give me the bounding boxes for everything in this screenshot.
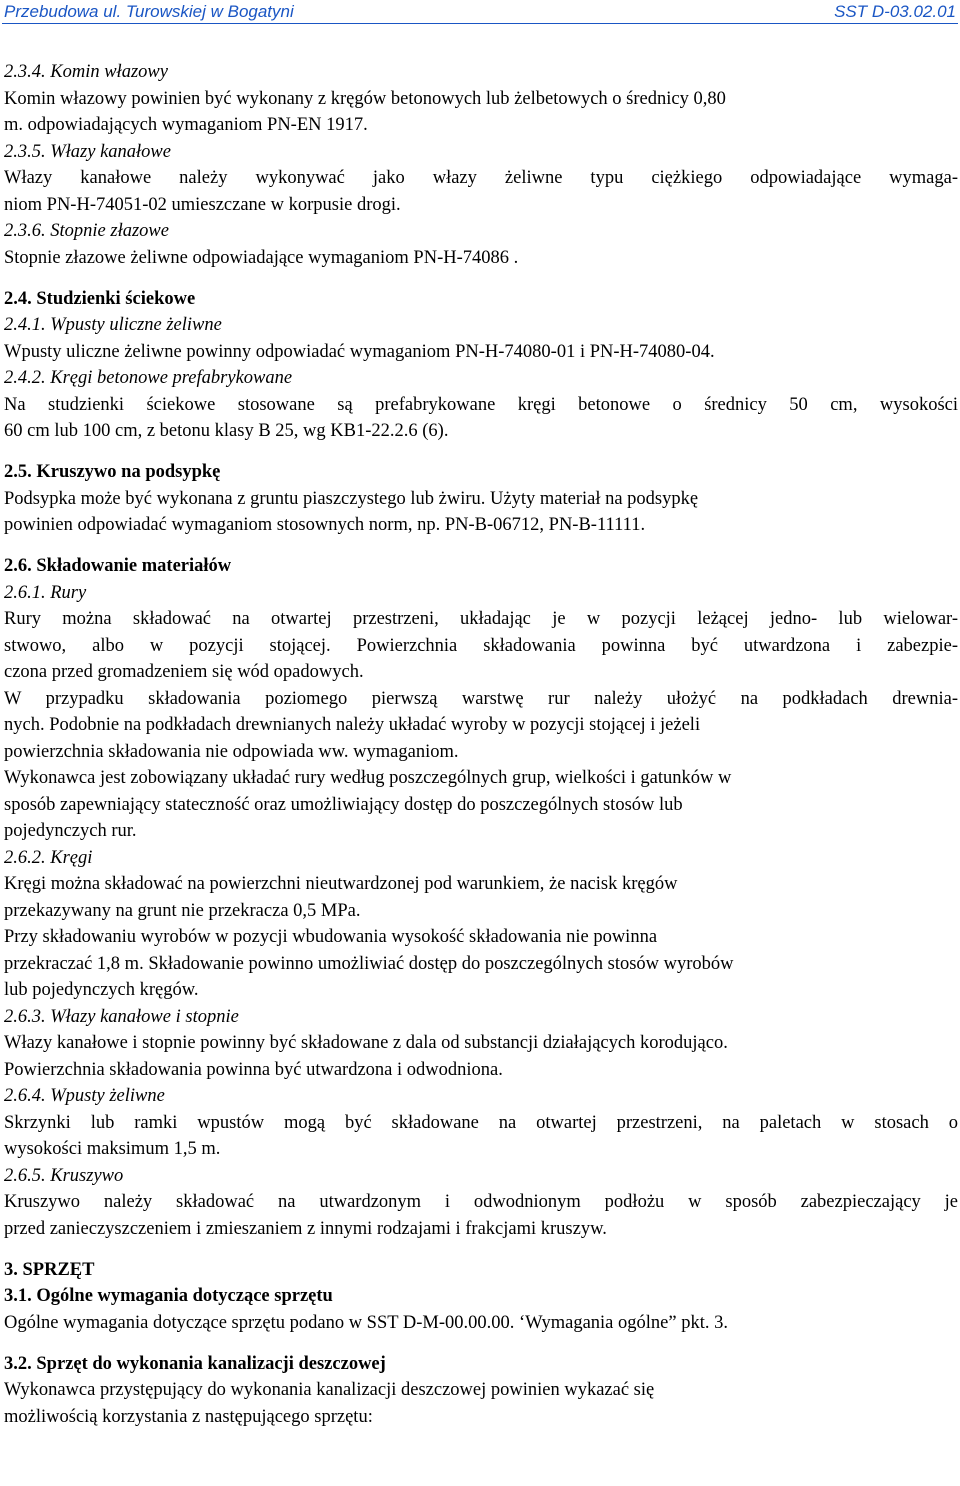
- paragraph-gap: [4, 445, 958, 460]
- subsection-heading: 2.3.6. Stopnie złazowe: [4, 221, 169, 241]
- paragraph-gap: [4, 539, 958, 554]
- section-heading: 2.6. Składowanie materiałów: [4, 556, 232, 576]
- body-text-line: Wykonawca przystępujący do wykonania kanalizacji deszczowej powinien wykazać się: [4, 1380, 655, 1400]
- body-text-line: Włazy kanałowe i stopnie powinny być składowane z dala od substancji działających korodująco.: [4, 1033, 728, 1053]
- body-text-line: Wpusty uliczne żeliwne powinny odpowiadać wymaganiom PN-H-74080-01 i PN-H-74080-04.: [4, 341, 715, 362]
- body-text-line: W przypadku składowania poziomego pierwszą warstwę rur należy ułożyć na podkładach drewnia-: [4, 688, 958, 709]
- body-text-line: Rury można składować na otwartej przestrzeni, układając je w pozycji leżącej jedno- lub wielowar-: [4, 609, 958, 629]
- subsection-heading: 2.6.5. Kruszywo: [4, 1165, 124, 1186]
- header-project-title: Przebudowa ul. Turowskiej w Bogatyni: [4, 2, 294, 21]
- body-text-line: powinien odpowiadać wymaganiom stosownych norm, np. PN-B-06712, PN-B-11111.: [4, 515, 646, 535]
- subsection-heading: 2.6.2. Kręgi: [4, 847, 93, 868]
- body-text-line: nych. Podobnie na podkładach drewnianych należy układać wyroby w pozycji stojącej i jeżeli: [4, 715, 701, 735]
- section-heading: 3.2. Sprzęt do wykonania kanalizacji deszczowej: [4, 1353, 386, 1374]
- subsection-heading: 2.6.4. Wpusty żeliwne: [4, 1086, 165, 1106]
- body-text-line: Przy składowaniu wyrobów w pozycji wbudowania wysokość składowania nie powinna: [4, 927, 658, 947]
- body-text-line: przed zanieczyszczeniem i zmieszaniem z innymi rodzajami i frakcjami kruszyw.: [4, 1218, 607, 1239]
- section-heading: 3.1. Ogólne wymagania dotyczące sprzętu: [4, 1286, 333, 1306]
- body-text-line: m. odpowiadających wymaganiom PN-EN 1917.: [4, 115, 368, 135]
- body-text-line: Skrzynki lub ramki wpustów mogą być składowane na otwartej przestrzeni, na paletach w stosach o: [4, 1112, 958, 1133]
- body-text-line: 60 cm lub 100 cm, z betonu klasy B 25, wg KB1-22.2.6 (6).: [4, 421, 449, 441]
- subsection-heading: 2.3.4. Komin włazowy: [4, 62, 168, 82]
- body-text-line: powierzchnia składowania nie odpowiada ww. wymaganiom.: [4, 741, 459, 762]
- body-text-line: Komin włazowy powinien być wykonany z kręgów betonowych lub żelbetowych o średnicy 0,80: [4, 88, 726, 109]
- body-text-line: Podsypka może być wykonana z gruntu piaszczystego lub żwiru. Użyty materiał na podsypkę: [4, 488, 699, 509]
- header-spec-code: SST D-03.02.01: [834, 2, 956, 21]
- body-text-line: pojedynczych rur.: [4, 821, 137, 841]
- header-rule: [2, 23, 958, 24]
- body-text-line: Na studzienki ściekowe stosowane są prefabrykowane kręgi betonowe o średnicy 50 cm, wysokości: [4, 394, 958, 415]
- section-heading: 2.4. Studzienki ściekowe: [4, 288, 196, 309]
- body-text-line: przekazywany na grunt nie przekracza 0,5 MPa.: [4, 900, 361, 921]
- paragraph-gap: [4, 1336, 958, 1351]
- body-text-line: sposób zapewniający stateczność oraz umożliwiający dostęp do poszczególnych stosów lub: [4, 794, 683, 815]
- paragraph-gap: [4, 271, 958, 286]
- subsection-heading: 2.4.2. Kręgi betonowe prefabrykowane: [4, 368, 293, 388]
- body-text-line: przekraczać 1,8 m. Składowanie powinno umożliwiać dostęp do poszczególnych stosów wyrobów: [4, 953, 734, 974]
- body-text-line: Powierzchnia składowania powinna być utwardzona i odwodniona.: [4, 1059, 503, 1080]
- subsection-heading: 2.4.1. Wpusty uliczne żeliwne: [4, 315, 222, 335]
- document-body: [4, 59, 958, 1430]
- paragraph-gap: [4, 1242, 958, 1257]
- section-heading: 3. SPRZĘT: [4, 1259, 95, 1280]
- subsection-heading: 2.6.1. Rury: [4, 582, 87, 603]
- body-text-line: Stopnie złazowe żeliwne odpowiadające wymaganiom PN-H-74086 .: [4, 247, 519, 268]
- body-text-line: możliwością korzystania z następującego sprzętu:: [4, 1406, 373, 1427]
- body-text-line: stwowo, albo w pozycji stojącej. Powierzchnia składowania powinna być utwardzona i zabezpie-: [4, 635, 958, 656]
- section-heading: 2.5. Kruszywo na podsypkę: [4, 462, 221, 482]
- body-text-line: Wykonawca jest zobowiązany układać rury według poszczególnych grup, wielkości i gatunków w: [4, 768, 732, 788]
- body-text-line: Kruszywo należy składować na utwardzonym i odwodnionym podłożu w sposób zabezpieczający je: [4, 1192, 958, 1212]
- body-text-line: lub pojedynczych kręgów.: [4, 980, 199, 1000]
- body-text-line: wysokości maksimum 1,5 m.: [4, 1139, 221, 1159]
- subsection-heading: 2.3.5. Włazy kanałowe: [4, 141, 171, 162]
- body-text-line: czona przed gromadzeniem się wód opadowych.: [4, 662, 364, 682]
- body-text-line: Ogólne wymagania dotyczące sprzętu podano w SST D-M-00.00.00. ‘Wymagania ogólne” pkt. 3.: [4, 1312, 728, 1333]
- body-text-line: Kręgi można składować na powierzchni nieutwardzonej pod warunkiem, że nacisk kręgów: [4, 874, 678, 894]
- body-text-line: Włazy kanałowe należy wykonywać jako włazy żeliwne typu ciężkiego odpowiadające wymaga-: [4, 168, 958, 188]
- body-text-line: niom PN-H-74051-02 umieszczane w korpusie drogi.: [4, 194, 401, 215]
- page-header: [0, 0, 960, 24]
- subsection-heading: 2.6.3. Włazy kanałowe i stopnie: [4, 1006, 239, 1027]
